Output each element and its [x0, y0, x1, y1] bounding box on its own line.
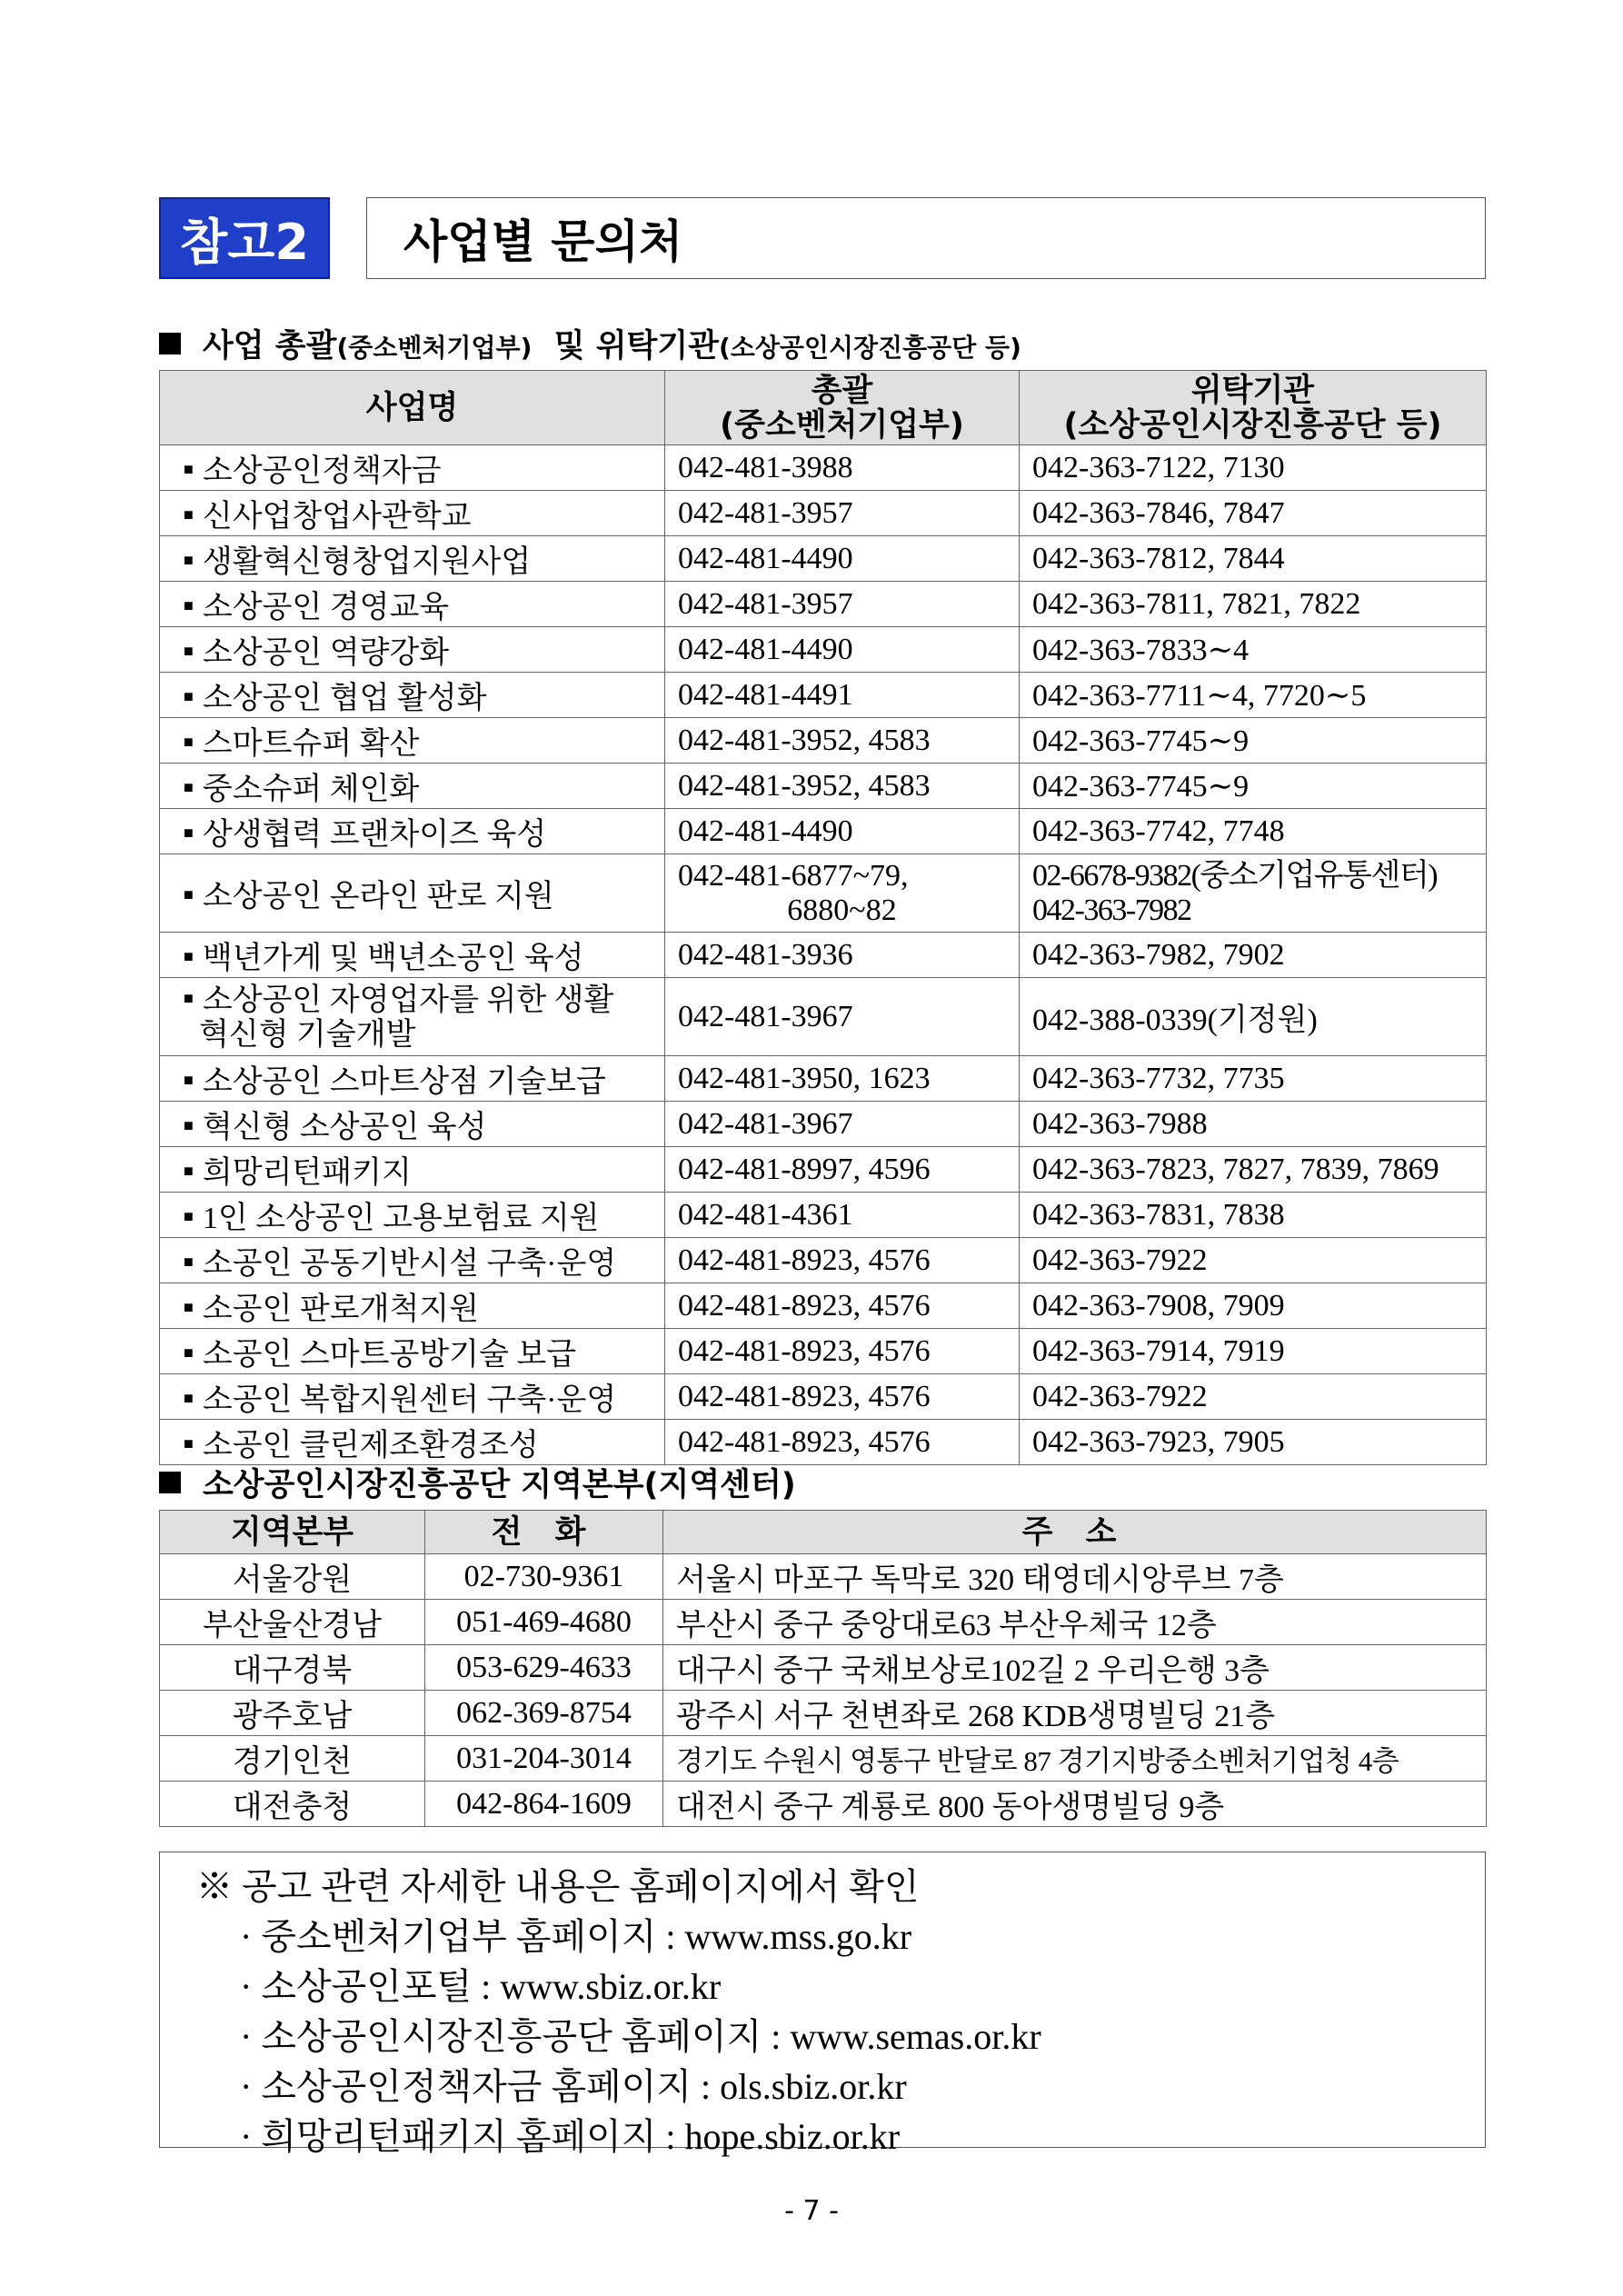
- cell-name: [160, 1283, 665, 1329]
- cell-name: [160, 1238, 665, 1283]
- table-row: [160, 1374, 1487, 1420]
- cell-agency: [1020, 582, 1487, 627]
- table-row: [160, 1736, 1487, 1782]
- row-name: 소상공인 온라인 판로 지원: [202, 880, 554, 913]
- row-total-phone: 042-481-4490: [678, 632, 853, 666]
- cell-agency: [1020, 673, 1487, 718]
- table-row: [160, 718, 1487, 764]
- row-agency-phone: 02-6678-9382(중소기업유통센터): [1032, 858, 1438, 893]
- note-item: · 희망리턴패키지 홈페이지 : hope.sbiz.or.kr: [240, 2116, 901, 2157]
- cell-phone: 053-629-4633: [425, 1645, 663, 1691]
- row-name: 상생협력 프랜차이즈 육성: [202, 818, 547, 852]
- cell-name: [160, 854, 665, 933]
- col-header-total: 총괄 (중소벤처기업부): [665, 371, 1020, 445]
- bullet-icon: ■: [184, 505, 194, 524]
- row-total-phone: 042-481-8923, 4576: [678, 1288, 931, 1323]
- cell-name: [160, 1374, 665, 1420]
- bullet-icon: ■: [184, 551, 194, 569]
- reference-badge: 참고2: [159, 197, 330, 279]
- cell-region: 광주호남: [160, 1691, 425, 1736]
- row-name: 소상공인정책자금: [202, 454, 442, 488]
- row-agency-phone: 042-363-7923, 7905: [1032, 1424, 1285, 1459]
- note-item: · 소상공인정책자금 홈페이지 : ols.sbiz.or.kr: [240, 2066, 907, 2107]
- cell-total: [665, 673, 1020, 718]
- section-header: [159, 197, 1486, 279]
- cell-name: [160, 1329, 665, 1374]
- cell-name: [160, 1102, 665, 1147]
- cell-total: [665, 718, 1020, 764]
- page-number: - 7 -: [784, 2195, 839, 2227]
- bullet-icon: ■: [184, 824, 194, 842]
- cell-name: [160, 933, 665, 978]
- bullet-icon: ■: [184, 778, 194, 796]
- cell-phone: 042-864-1609: [425, 1782, 663, 1827]
- cell-region: 경기인천: [160, 1736, 425, 1782]
- cell-agency: [1020, 1283, 1487, 1329]
- table-row: [160, 1238, 1487, 1283]
- row-name: 소상공인 스마트상점 기술보급: [202, 1065, 606, 1099]
- page-title: 사업별 문의처: [366, 197, 1486, 279]
- homepage-note-box: [159, 1852, 1486, 2157]
- bullet-icon: ■: [184, 1343, 194, 1362]
- col-header-region: 지역본부: [160, 1511, 425, 1554]
- row-agency-phone: 042-363-7745∼9: [1032, 769, 1250, 804]
- table-row: [160, 809, 1487, 854]
- table-header-row: [160, 371, 1487, 445]
- row-total-phone: 042-481-4490: [678, 814, 853, 848]
- table-row: [160, 1283, 1487, 1329]
- row-total-phone: 042-481-6877~79,: [678, 858, 909, 893]
- row-total-phone: 042-481-3957: [678, 495, 853, 530]
- cell-name: [160, 627, 665, 673]
- cell-name: [160, 1193, 665, 1238]
- bullet-icon: ■: [184, 1434, 194, 1452]
- row-agency-phone: 042-363-7711∼4, 7720∼5: [1032, 678, 1367, 713]
- row-name: 소상공인 자영업자를 위한 생활: [202, 983, 614, 1017]
- cell-name: [160, 978, 665, 1056]
- table-row: [160, 673, 1487, 718]
- row-name: 희망리턴패키지: [202, 1156, 412, 1190]
- row-agency-phone: 042-363-7833∼4: [1032, 633, 1250, 667]
- table-row: [160, 536, 1487, 582]
- row-name: 신사업창업사관학교: [202, 500, 472, 534]
- table-row: [160, 1782, 1487, 1827]
- table-row: [160, 854, 1487, 933]
- bullet-icon: ■: [184, 1207, 194, 1225]
- cell-total: [665, 491, 1020, 536]
- col-header-agency: 위탁기관 (소상공인시장진흥공단 등): [1020, 371, 1487, 445]
- cell-agency: [1020, 1329, 1487, 1374]
- cell-name: [160, 445, 665, 491]
- cell-total: [665, 854, 1020, 933]
- cell-total: [665, 1420, 1020, 1465]
- cell-agency: [1020, 1102, 1487, 1147]
- row-agency-phone-cont: 042-363-7982: [1032, 893, 1191, 927]
- cell-agency: [1020, 1238, 1487, 1283]
- row-total-phone: 042-481-3967: [678, 1106, 853, 1141]
- row-name: 소공인 판로개척지원: [202, 1293, 479, 1326]
- cell-total: [665, 1056, 1020, 1102]
- bullet-icon: ■: [184, 642, 194, 660]
- table-row: [160, 764, 1487, 809]
- cell-agency: [1020, 718, 1487, 764]
- row-total-phone: 042-481-4491: [678, 677, 853, 712]
- row-total-phone: 042-481-3950, 1623: [678, 1061, 931, 1095]
- row-agency-phone: 042-363-7988: [1032, 1106, 1208, 1141]
- cell-total: [665, 978, 1020, 1056]
- section-heading-2: 소상공인시장진흥공단 지역본부(지역센터): [159, 1460, 796, 1505]
- cell-name: [160, 1147, 665, 1193]
- note-heading: ※ 공고 관련 자세한 내용은 홈페이지에서 확인: [196, 1866, 920, 1907]
- row-total-phone: 042-481-3988: [678, 450, 853, 484]
- cell-name: [160, 1056, 665, 1102]
- cell-total: [665, 1102, 1020, 1147]
- note-item: · 소상공인포털 : www.sbiz.or.kr: [240, 1966, 722, 2007]
- cell-agency: [1020, 933, 1487, 978]
- col-header-address: 주 소: [663, 1511, 1487, 1554]
- bullet-icon: ■: [184, 1389, 194, 1407]
- bullet-icon: ■: [184, 1162, 194, 1180]
- cell-agency: [1020, 445, 1487, 491]
- row-total-phone: 042-481-3952, 4583: [678, 723, 931, 757]
- cell-name: [160, 491, 665, 536]
- cell-total: [665, 1283, 1020, 1329]
- cell-phone: 062-369-8754: [425, 1691, 663, 1736]
- bullet-icon: ■: [184, 687, 194, 705]
- note-item: · 중소벤처기업부 홈페이지 : www.mss.go.kr: [240, 1916, 912, 1957]
- row-name: 스마트슈퍼 확산: [202, 727, 420, 761]
- cell-address: 대구시 중구 국채보상로102길 2 우리은행 3층: [663, 1645, 1487, 1691]
- cell-total: [665, 1374, 1020, 1420]
- cell-agency: [1020, 1147, 1487, 1193]
- row-name: 소상공인 협업 활성화: [202, 682, 487, 715]
- table-row: [160, 1554, 1487, 1600]
- row-agency-phone: 042-363-7812, 7844: [1032, 541, 1285, 575]
- row-agency-phone: 042-363-7922: [1032, 1243, 1208, 1277]
- cell-region: 부산울산경남: [160, 1600, 425, 1645]
- col-header-phone: 전 화: [425, 1511, 663, 1554]
- table-header-row: [160, 1511, 1487, 1554]
- cell-agency: [1020, 627, 1487, 673]
- bullet-icon: ■: [184, 596, 194, 614]
- table-row: [160, 1691, 1487, 1736]
- cell-agency: [1020, 764, 1487, 809]
- row-agency-phone: 042-363-7742, 7748: [1032, 814, 1285, 848]
- cell-region: 서울강원: [160, 1554, 425, 1600]
- cell-total: [665, 627, 1020, 673]
- row-agency-phone: 042-363-7732, 7735: [1032, 1061, 1285, 1095]
- cell-agency: [1020, 1374, 1487, 1420]
- cell-address: 서울시 마포구 독막로 320 태영데시앙루브 7층: [663, 1554, 1487, 1600]
- row-total-phone: 042-481-4490: [678, 541, 853, 575]
- row-total-phone: 042-481-3957: [678, 586, 853, 621]
- bullet-icon: ■: [184, 1298, 194, 1316]
- row-agency-phone: 042-363-7914, 7919: [1032, 1333, 1285, 1368]
- row-name: 소공인 복합지원센터 구축·운영: [202, 1383, 617, 1417]
- cell-total: [665, 764, 1020, 809]
- cell-agency: [1020, 536, 1487, 582]
- cell-total: [665, 1238, 1020, 1283]
- row-total-phone: 042-481-8923, 4576: [678, 1243, 931, 1277]
- row-name: 소공인 공동기반시설 구축·운영: [202, 1247, 617, 1281]
- table-row: [160, 978, 1487, 1056]
- row-total-phone: 042-481-3936: [678, 937, 853, 972]
- square-bullet-icon: [159, 333, 181, 354]
- cell-total: [665, 582, 1020, 627]
- square-bullet-icon: [159, 1472, 181, 1493]
- bullet-icon: ■: [184, 1071, 194, 1089]
- bullet-icon: ■: [184, 947, 194, 965]
- cell-total: [665, 933, 1020, 978]
- bullet-icon: ■: [184, 885, 194, 903]
- cell-agency: [1020, 978, 1487, 1056]
- table-row: [160, 1645, 1487, 1691]
- row-total-phone: 042-481-8923, 4576: [678, 1333, 931, 1368]
- cell-name: [160, 582, 665, 627]
- cell-phone: 051-469-4680: [425, 1600, 663, 1645]
- row-name: 혁신형 소상공인 육성: [202, 1111, 487, 1144]
- row-name: 백년가게 및 백년소공인 육성: [202, 942, 584, 975]
- col-header-name: 사업명: [160, 371, 665, 445]
- cell-region: 대전충청: [160, 1782, 425, 1827]
- row-agency-phone: 042-363-7922: [1032, 1379, 1208, 1413]
- cell-total: [665, 536, 1020, 582]
- row-agency-phone: 042-363-7982, 7902: [1032, 937, 1285, 972]
- table-row: [160, 1329, 1487, 1374]
- cell-agency: [1020, 1420, 1487, 1465]
- row-total-phone: 042-481-3967: [678, 999, 853, 1033]
- contact-table: [159, 370, 1487, 1465]
- row-total-phone: 042-481-8923, 4576: [678, 1379, 931, 1413]
- cell-address: 대전시 중구 계룡로 800 동아생명빌딩 9층: [663, 1782, 1487, 1827]
- cell-address: 광주시 서구 천변좌로 268 KDB생명빌딩 21층: [663, 1691, 1487, 1736]
- table-row: [160, 1102, 1487, 1147]
- cell-name: [160, 809, 665, 854]
- row-agency-phone: 042-363-7745∼9: [1032, 724, 1250, 758]
- table-row: [160, 627, 1487, 673]
- table-row: [160, 1147, 1487, 1193]
- row-agency-phone: 042-363-7122, 7130: [1032, 450, 1285, 484]
- table-row: [160, 1600, 1487, 1645]
- cell-phone: 02-730-9361: [425, 1554, 663, 1600]
- row-agency-phone: 042-363-7908, 7909: [1032, 1288, 1285, 1323]
- row-total-phone: 042-481-3952, 4583: [678, 768, 931, 803]
- table-row: [160, 445, 1487, 491]
- cell-address: 부산시 중구 중앙대로63 부산우체국 12층: [663, 1600, 1487, 1645]
- bullet-icon: ■: [184, 1116, 194, 1134]
- row-agency-phone: 042-388-0339(기정원): [1032, 1003, 1318, 1037]
- regional-office-table: [159, 1510, 1487, 1827]
- cell-total: [665, 1147, 1020, 1193]
- table-row: [160, 933, 1487, 978]
- note-item: · 소상공인시장진흥공단 홈페이지 : www.semas.or.kr: [240, 2016, 1041, 2057]
- cell-phone: 031-204-3014: [425, 1736, 663, 1782]
- table-row: [160, 1193, 1487, 1238]
- row-name: 중소슈퍼 체인화: [202, 773, 420, 806]
- cell-agency: [1020, 1193, 1487, 1238]
- cell-name: [160, 536, 665, 582]
- row-name: 소상공인 역량강화: [202, 636, 450, 670]
- table-row: [160, 491, 1487, 536]
- table-row: [160, 582, 1487, 627]
- row-agency-phone: 042-363-7831, 7838: [1032, 1197, 1285, 1232]
- cell-total: [665, 445, 1020, 491]
- cell-total: [665, 1193, 1020, 1238]
- cell-name: [160, 673, 665, 718]
- row-name: 소상공인 경영교육: [202, 591, 450, 624]
- cell-region: 대구경북: [160, 1645, 425, 1691]
- row-total-phone: 042-481-8997, 4596: [678, 1152, 931, 1186]
- row-name-cont: 혁신형 기술개발: [199, 1018, 416, 1052]
- row-agency-phone: 042-363-7811, 7821, 7822: [1032, 586, 1361, 621]
- row-agency-phone: 042-363-7823, 7827, 7839, 7869: [1032, 1152, 1439, 1186]
- cell-agency: [1020, 491, 1487, 536]
- section-heading-1: 사업 총괄(중소벤처기업부) 및 위탁기관(소상공인시장진흥공단 등): [159, 321, 1021, 366]
- row-name: 1인 소상공인 고용보험료 지원: [202, 1202, 600, 1235]
- cell-total: [665, 809, 1020, 854]
- table-row: [160, 1056, 1487, 1102]
- cell-agency: [1020, 809, 1487, 854]
- cell-address: 경기도 수원시 영통구 반달로 87 경기지방중소벤처기업청 4층: [663, 1736, 1487, 1782]
- row-name: 소공인 클린제조환경조성: [202, 1429, 539, 1462]
- cell-name: [160, 1420, 665, 1465]
- row-total-phone-cont: 6880~82: [787, 893, 897, 927]
- row-total-phone: 042-481-4361: [678, 1197, 853, 1232]
- cell-total: [665, 1329, 1020, 1374]
- row-agency-phone: 042-363-7846, 7847: [1032, 495, 1285, 530]
- row-name: 소공인 스마트공방기술 보급: [202, 1338, 577, 1372]
- cell-agency: [1020, 1056, 1487, 1102]
- bullet-icon: ■: [184, 460, 194, 478]
- cell-name: [160, 718, 665, 764]
- row-name: 생활혁신형창업지원사업: [202, 545, 532, 579]
- bullet-icon: ■: [184, 733, 194, 751]
- bullet-icon: ■: [184, 1253, 194, 1271]
- cell-agency: [1020, 854, 1487, 933]
- bullet-icon: ■: [184, 989, 194, 1007]
- cell-name: [160, 764, 665, 809]
- table-row: [160, 1420, 1487, 1465]
- row-total-phone: 042-481-8923, 4576: [678, 1424, 931, 1459]
